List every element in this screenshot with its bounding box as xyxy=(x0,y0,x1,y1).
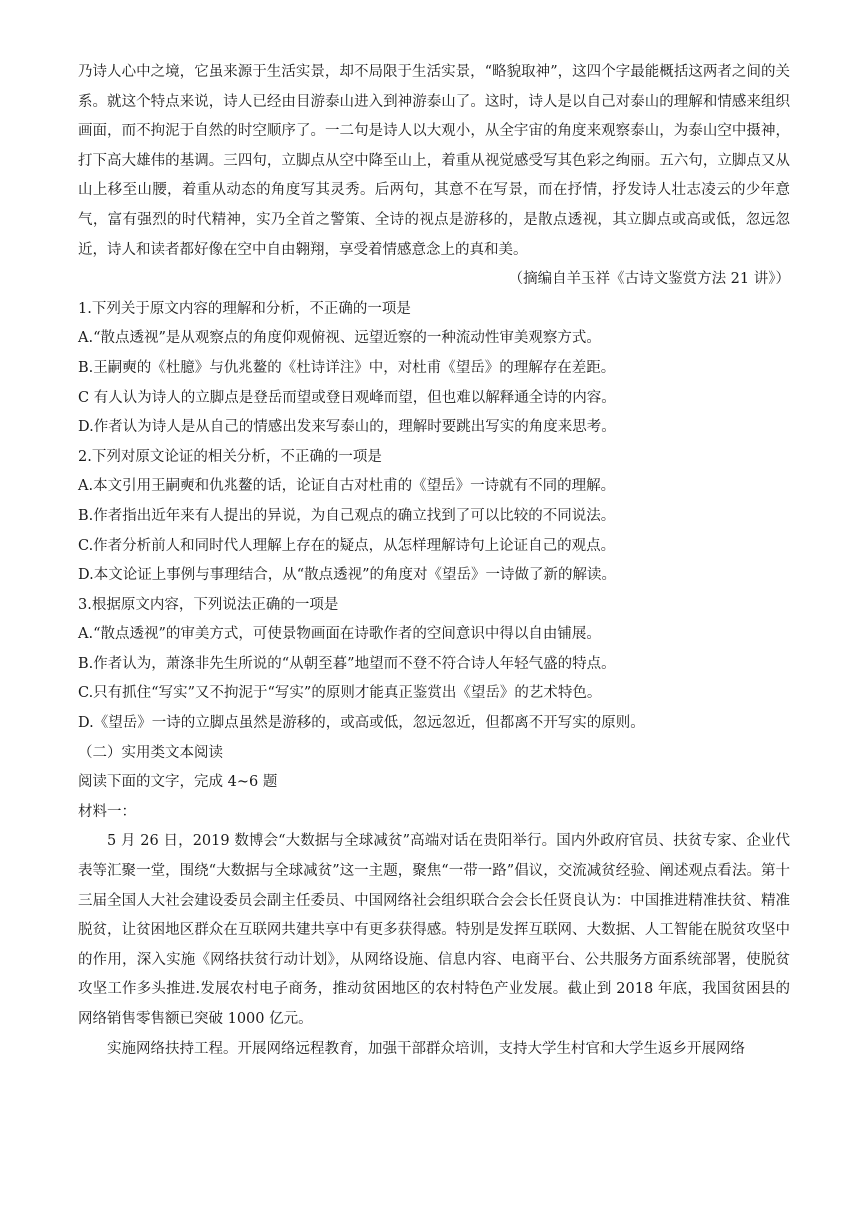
option-b: B.作者指出近年来有人提出的异说，为自己观点的确立找到了可以比较的不同说法。 xyxy=(78,507,616,524)
material-paragraph: 5 月 26 日，2019 数博会“大数据与全球减贫”高端对话在贵阳举行。国内外政府官员、扶贫专家、企业代表等汇聚一堂，围绕“大数据与全球减贫”这一主题，聚焦“一带一路”倡议，交流减贫经验、阐述观点看法。第十三届全国人大社会建设委员会副主任委员、中国网络社会组织联合会会长任贤良认为：中国推进精准扶贫、精准脱贫，让贫困地区群众在互联网共建共享中有更多获得感。特别是发挥互联网、大数据、人工智能在脱贫攻坚中的作用，深入实施《网络扶贫行动计划》，从网络设施、信息内容、电商平台、公共服务方面系统部署，使脱贫攻坚工作多头推进.发展农村电子商务，推动贫困地区的农村特色产业发展。截止到 2018 年底，我国贫困县的网络销售零售额已突破 1000 亿元。 xyxy=(78,833,790,1027)
option-d: D.本文论证上事例与事理结合，从“散点透视”的角度对《望岳》一诗做了新的解读。 xyxy=(78,567,617,584)
question-2 xyxy=(78,443,790,591)
question-stem: 3.根据原文内容，下列说法正确的一项是 xyxy=(78,596,339,613)
question-stem: 2.下列对原文论证的相关分析，不正确的一项是 xyxy=(78,448,382,465)
option-d: D.《望岳》一诗的立脚点虽然是游移的，或高或低，忽远忽近，但都离不开写实的原则。 xyxy=(78,715,645,732)
question-1 xyxy=(78,295,790,443)
section-heading: （二）实用类文本阅读 xyxy=(78,744,223,761)
option-c: C 有人认为诗人的立脚点是登岳而望或登日观峰而望，但也难以解释通全诗的内容。 xyxy=(78,389,616,406)
passage-paragraph: 乃诗人心中之境，它虽来源于生活实景，却不局限于生活实景，“略貌取神”，这四个字最能概括这两者之间的关系。就这个特点来说，诗人已经由目游泰山进入到神游泰山了。这时，诗人是以自己对泰山的理解和情感来组织画面，而不拘泥于自然的时空顺序了。一二句是诗人以大观小，从全宇宙的角度来观察泰山，为泰山空中摄神，打下高大雄伟的基调。三四句，立脚点从空中降至山上，着重从视觉感受写其色彩之绚丽。五六句，立脚点又从山上移至山腰，着重从动态的角度写其灵秀。后两句，其意不在写景，而在抒情，抒发诗人壮志凌云的少年意气，富有强烈的时代精神，实乃全首之警策、全诗的视点是游移的，是散点透视，其立脚点或高或低，忽远忽近，诗人和读者都好像在空中自由翱翔，享受着情感意念上的真和美。 xyxy=(78,64,790,258)
option-a: A.“散点透视”的审美方式，可使景物画面在诗歌作者的空间意识中得以自由铺展。 xyxy=(78,626,601,643)
section-instruction: 阅读下面的文字，完成 4~6 题 xyxy=(78,774,278,791)
option-a: A.本文引用王嗣奭和仇兆鳌的话，论证自古对杜甫的《望岳》一诗就有不同的理解。 xyxy=(78,478,616,495)
option-c: C.作者分析前人和同时代人理解上存在的疑点，从怎样理解诗句上论证自己的观点。 xyxy=(78,537,616,554)
option-b: B.作者认为，萧涤非先生所说的“从朝至暮”地望而不登不符合诗人年轻气盛的特点。 xyxy=(78,655,616,672)
option-d: D.作者认为诗人是从自己的情感出发来写泰山的，理解时要跳出写实的角度来思考。 xyxy=(78,419,616,436)
material-label: 材料一： xyxy=(78,803,136,820)
material-paragraph: 实施网络扶持工程。开展网络远程教育，加强干部群众培训，支持大学生村官和大学生返乡开展网络 xyxy=(107,1040,745,1057)
option-a: A.“散点透视”是从观察点的角度仰观俯视、远望近察的一种流动性审美观察方式。 xyxy=(78,330,601,347)
question-3 xyxy=(78,591,790,739)
option-c: C.只有抓住“写实”又不拘泥于“写实”的原则才能真正鉴赏出《望岳》的艺术特色。 xyxy=(78,685,602,702)
option-b: B.王嗣奭的《杜臆》与仇兆鳌的《杜诗详注》中，对杜甫《望岳》的理解存在差距。 xyxy=(78,359,616,376)
source-citation: （摘编自羊玉祥《古诗文鉴赏方法 21 讲》） xyxy=(508,271,790,288)
question-stem: 1.下列关于原文内容的理解和分析，不正确的一项是 xyxy=(78,300,411,317)
